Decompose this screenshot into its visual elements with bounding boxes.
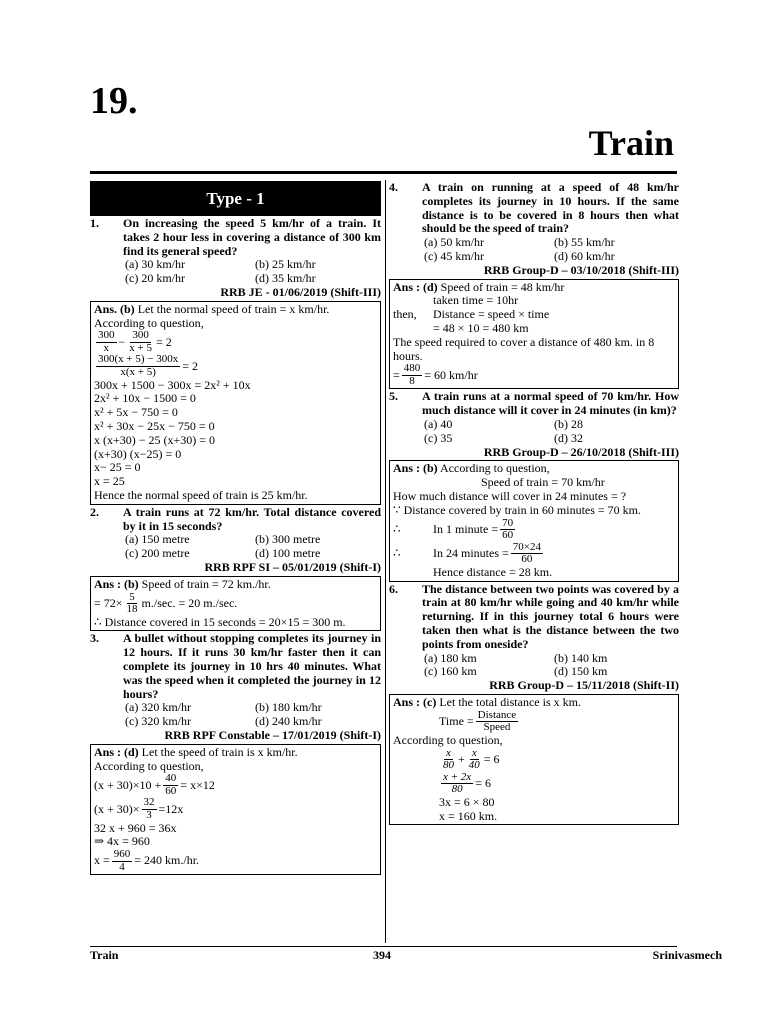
step: ⇒ 4x = 960 (94, 834, 150, 849)
equation (393, 518, 675, 542)
expression: (x + 30)× (94, 801, 140, 816)
question-number: 6. (389, 581, 398, 596)
denominator: 80 (443, 759, 454, 772)
numerator: 5 (129, 590, 135, 603)
denominator: 4 (119, 860, 125, 873)
option: (d) 60 km/hr (554, 248, 615, 263)
expression: = 72× (94, 595, 123, 610)
question-3 (90, 632, 381, 701)
expression: x = (94, 853, 110, 868)
question-text: A train on running at a speed of 48 km/hr completes its journey in 10 hours. If the same distance is to be covered in 8 hours then what should be the speed of train? (422, 180, 679, 236)
option: (a) 320 km/hr (125, 700, 191, 715)
title-rule (90, 171, 677, 174)
expression: = 240 km./hr. (134, 853, 200, 868)
option: (a) 150 metre (125, 532, 190, 547)
question-2 (90, 506, 381, 534)
denominator: x + 5 (129, 341, 152, 354)
option: (d) 100 metre (255, 546, 321, 561)
option: (b) 25 km/hr (255, 257, 316, 272)
according-text: According to question, (393, 732, 503, 747)
operator: − (118, 334, 126, 349)
operator: + (458, 751, 465, 766)
question-number: 3. (90, 631, 99, 646)
expression: = 6 (483, 751, 500, 766)
step: x− 25 = 0 (94, 460, 141, 475)
question-text: A bullet without stopping completes its journey in 12 hours. If it runs 30 km/hr faster then it can complete its journey in 10 hrs 40 minutes. What was the speed when it completed the journey in 12 hours? (123, 631, 381, 701)
option: (d) 150 km (554, 664, 608, 679)
question-number: 4. (389, 180, 398, 194)
fraction (163, 773, 178, 797)
therefore-symbol: ∴ (393, 521, 401, 536)
numerator: Distance (477, 708, 517, 721)
fraction (511, 542, 543, 566)
answer-text: Speed of train = 48 km/hr (440, 279, 565, 294)
fraction (441, 748, 456, 772)
option: (a) 50 km/hr (424, 235, 484, 250)
equation (94, 354, 377, 378)
equation (94, 330, 377, 354)
footer-publisher: Srinivasmech (652, 948, 722, 962)
step: Hence the normal speed of train is 25 km/hr. (94, 487, 308, 502)
numerator: 300 (98, 329, 115, 342)
step: = 48 × 10 = 480 km (433, 320, 529, 335)
numerator: x + 2x (443, 770, 472, 783)
step: Speed of train = 70 km/hr (481, 475, 605, 490)
step: 3x = 6 × 80 (439, 794, 495, 809)
answer-box (90, 301, 381, 505)
step: ∵ Distance covered by train in 60 minutes = 70 km. (393, 502, 642, 517)
step: How much distance will cover in 24 minutes = ? (393, 489, 627, 504)
fraction (127, 330, 154, 354)
answer-label: Ans : (c) (393, 694, 437, 709)
answer-box (389, 279, 679, 390)
equation (94, 797, 377, 821)
question-1 (90, 217, 381, 258)
option: (b) 140 km (554, 650, 608, 665)
answer-box (90, 576, 381, 632)
equation (94, 849, 377, 873)
footer-chapter-name: Train (90, 948, 119, 962)
chapter-title: Train (588, 123, 674, 163)
options (389, 236, 679, 264)
answer-text: Let the total distance is x km. (439, 694, 581, 709)
equation-result: = 2 (156, 334, 172, 349)
question-text: On increasing the speed 5 km/hr of a train. It takes 2 hour less in covering a distance of 300 km find its general speed? (123, 216, 381, 258)
fraction (125, 592, 140, 616)
expression: In 1 minute = (433, 521, 499, 536)
equation-result: = 2 (182, 358, 199, 373)
step-row (393, 308, 675, 322)
option: (b) 180 km/hr (255, 700, 322, 715)
denominator: x(x + 5) (120, 366, 156, 379)
answer-text: Let the normal speed of train = x km/hr. (137, 301, 330, 316)
option: (d) 240 km/hr (255, 714, 322, 729)
fraction (96, 354, 180, 378)
answer-text: According to question, (440, 461, 550, 476)
fraction (142, 797, 157, 821)
expression: = (393, 367, 400, 382)
exam-source: RRB Group-D – 03/10/2018 (Shift-III) (483, 262, 679, 277)
option: (b) 28 (554, 417, 583, 432)
numerator: 300 (132, 329, 149, 342)
option: (c) 160 km (424, 664, 477, 679)
question-4 (389, 181, 679, 236)
equation (393, 363, 675, 387)
options (90, 258, 381, 286)
numerator: 300(x + 5) − 300x (98, 353, 179, 366)
equation (94, 773, 377, 797)
option: (c) 200 metre (125, 546, 190, 561)
exam-source: RRB RPF SI – 05/01/2019 (Shift-I) (204, 559, 381, 574)
footer-rule (90, 946, 677, 947)
option: (a) 180 km (424, 650, 477, 665)
denominator: 60 (165, 784, 177, 797)
option: (b) 55 km/hr (554, 235, 615, 250)
expression: m./sec. = 20 m./sec. (141, 595, 238, 610)
answer-label: Ans : (d) (94, 744, 139, 759)
answer-label: Ans : (b) (94, 576, 139, 591)
fraction (467, 748, 482, 772)
numerator: 960 (113, 848, 131, 861)
fraction (402, 363, 423, 387)
question-text: A train runs at a normal speed of 70 km/hr. How much distance will it cover in 24 minutes (in km)? (422, 389, 679, 418)
denominator: x (103, 341, 109, 354)
question-6 (389, 583, 679, 652)
step-prefix: then, (393, 307, 417, 322)
expression: (x + 30)×10 + (94, 777, 162, 792)
step: The speed required to cover a distance of 480 km. in 8 hours. (393, 334, 655, 363)
step: 300x + 1500 − 300x = 2x² + 10x (94, 377, 251, 392)
question-number: 2. (90, 504, 99, 519)
options (389, 652, 679, 680)
answer-text: Let the speed of train is x km/hr. (141, 744, 298, 759)
question-number: 1. (90, 216, 99, 230)
step: x² + 5x − 750 = 0 (94, 405, 178, 420)
denominator: 18 (126, 603, 138, 616)
numerator: 32 (143, 796, 155, 809)
question-text: The distance between two points was covered by a train at 80 km/hr while going and 40 km/hr while returning. If in this journey total 6 hours were taken then what is the distance between the two points from oneside? (422, 581, 679, 651)
option: (c) 45 km/hr (424, 248, 484, 263)
option: (c) 320 km/hr (125, 714, 191, 729)
exam-source: RRB Group-D – 26/10/2018 (Shift-III) (483, 444, 679, 459)
denominator: 3 (146, 809, 152, 822)
numerator: 70×24 (512, 540, 541, 553)
step: 2x² + 10x − 1500 = 0 (94, 391, 196, 406)
denominator: 60 (521, 553, 533, 566)
denominator: 80 (451, 783, 463, 796)
step: taken time = 10hr (433, 293, 519, 308)
expression: = 60 km/hr (424, 367, 478, 382)
equation (393, 710, 675, 734)
step: ∴ Distance covered in 15 seconds = 20×15 = 300 m. (94, 614, 346, 629)
expression: In 24 minutes = (433, 545, 509, 560)
fraction (441, 772, 473, 796)
step: x = 160 km. (439, 808, 498, 823)
options (389, 418, 679, 446)
answer-label: Ans : (b) (393, 461, 438, 476)
option: (a) 40 (424, 417, 453, 432)
denominator: 60 (502, 529, 514, 542)
answer-box (389, 694, 679, 825)
according-text: According to question, (94, 315, 204, 330)
expression: =12x (158, 801, 184, 816)
options (90, 701, 381, 729)
right-column (389, 181, 679, 826)
exam-source: RRB JE - 01/06/2019 (Shift-III) (220, 284, 381, 299)
option: (c) 35 (424, 430, 453, 445)
option: (c) 20 km/hr (125, 271, 185, 286)
equation (393, 748, 675, 772)
question-text: A train runs at 72 km/hr. Total distance covered by it in 15 seconds? (123, 504, 381, 533)
option: (d) 32 (554, 430, 583, 445)
answer-box (389, 460, 679, 581)
numerator: x (471, 746, 477, 759)
step: x = 25 (94, 474, 125, 489)
denominator: 40 (468, 759, 480, 772)
numerator: 480 (403, 362, 421, 375)
fraction (500, 518, 515, 542)
numerator: x (446, 746, 451, 759)
equation (393, 772, 675, 796)
page-number: 394 (373, 948, 391, 962)
option: (b) 300 metre (255, 532, 321, 547)
step: Hence distance = 28 km. (433, 564, 553, 579)
denominator: Speed (483, 721, 511, 734)
expression: = x×12 (180, 777, 215, 792)
numerator: 70 (502, 516, 514, 529)
fraction (112, 849, 133, 873)
left-column (90, 181, 381, 876)
fraction (96, 330, 117, 354)
numerator: 40 (165, 772, 177, 785)
according-text: According to question, (94, 758, 204, 773)
therefore-symbol: ∴ (393, 545, 401, 560)
column-divider (385, 180, 386, 943)
step: (x+30) (x−25) = 0 (94, 446, 182, 461)
type-banner: Type - 1 (90, 181, 381, 216)
answer-box (90, 744, 381, 875)
fraction (476, 710, 518, 734)
expression: Time = (439, 713, 474, 728)
option: (a) 30 km/hr (125, 257, 185, 272)
exam-source: RRB RPF Constable – 17/01/2019 (Shift-I) (164, 727, 381, 742)
chapter-number: 19. (90, 80, 138, 122)
equation (393, 542, 675, 566)
question-number: 5. (389, 389, 398, 404)
expression: = 6 (475, 775, 491, 790)
step: x (x+30) − 25 (x+30) = 0 (94, 432, 216, 447)
step: Distance = speed × time (433, 307, 550, 322)
answer-label: Ans. (b) (94, 301, 135, 316)
answer-label: Ans : (d) (393, 279, 438, 294)
exam-source: RRB Group-D – 15/11/2018 (Shift-II) (489, 678, 679, 693)
option: (d) 35 km/hr (255, 271, 316, 286)
question-5 (389, 390, 679, 418)
step: 32 x + 960 = 36x (94, 820, 177, 835)
answer-text: Speed of train = 72 km./hr. (141, 576, 271, 591)
step: x² + 30x − 25x − 750 = 0 (94, 418, 215, 433)
options (90, 533, 381, 561)
equation (94, 592, 377, 616)
denominator: 8 (409, 374, 415, 387)
